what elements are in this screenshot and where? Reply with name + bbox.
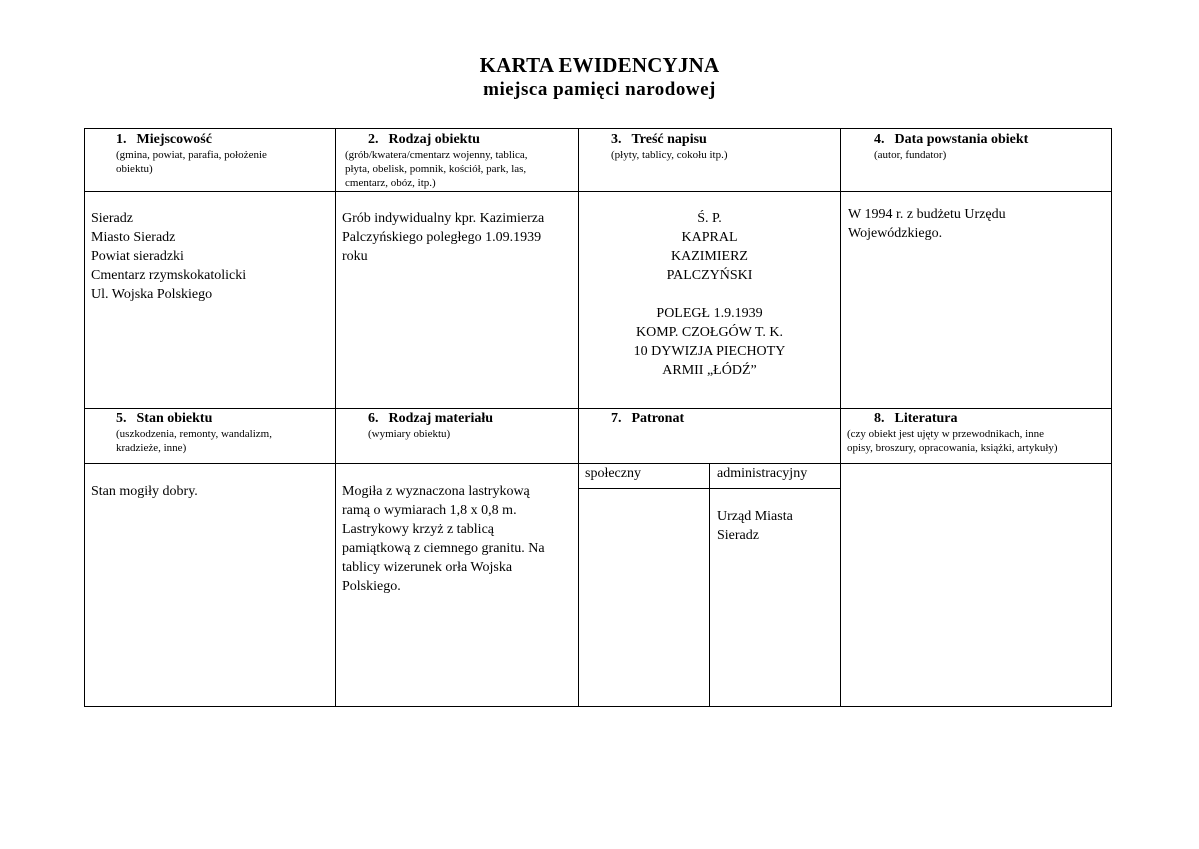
document-title-block (0, 52, 1199, 102)
header-creation-date (874, 131, 1110, 162)
inscription-value: Ś. P. KAPRAL KAZIMIERZ PALCZYŃSKI POLEGŁ 1.9.1939 KOMP. CZOŁGÓW T. K. 10 DYWIZJA PIECHOTY ARMII „ŁÓDŹ” (633, 211, 786, 378)
header-object-type (345, 131, 578, 190)
header-object-type-hint: (grób/kwatera/cmentarz wojenny, tablica, płyta, obelisk, pomnik, kościół, park, las, cmentarz, obóz, itp.) (345, 149, 528, 189)
document-subtitle: miejsca pamięci narodowej (483, 79, 716, 100)
header-literature (847, 410, 1110, 455)
header-condition (116, 410, 334, 455)
creation-date-value: W 1994 r. z budżetu Urzędu Wojewódzkiego. (848, 207, 1006, 241)
header-literature-hint: (czy obiekt jest ujęty w przewodnikach, inne opisy, broszury, opracowania, książki, artykuły) (847, 428, 1058, 454)
object-type-value: Grób indywidualny kpr. Kazimierza Palczyńskiego poległego 1.09.1939 roku (342, 211, 545, 264)
row-divider (85, 408, 1111, 409)
condition-value: Stan mogiły dobry. (91, 484, 198, 499)
header-material (368, 410, 578, 441)
header-inscription-hint: (płyty, tablicy, cokołu itp.) (611, 149, 728, 161)
header-literature-title: 8. Literatura (874, 411, 958, 426)
document-title: KARTA EWIDENCYJNA (479, 53, 720, 77)
column-divider-3 (840, 129, 841, 706)
row1-header-divider (85, 191, 1111, 192)
header-inscription-title: 3. Treść napisu (611, 132, 707, 147)
location-value: Sieradz Miasto Sieradz Powiat sieradzki Cmentarz rzymskokatolicki Ul. Wojska Polskiego (91, 211, 247, 302)
header-condition-title: 5. Stan obiektu (116, 411, 213, 426)
header-condition-hint: (uszkodzenia, remonty, wandalizm, kradzieże, inne) (116, 428, 272, 454)
patronage-admin-label: administracyjny (717, 466, 808, 481)
header-creation-date-title: 4. Data powstania obiekt (874, 132, 1029, 147)
header-patronage (611, 410, 839, 427)
patronage-divider (709, 463, 710, 706)
material-value: Mogiła z wyznaczona lastrykową ramą o wymiarach 1,8 x 0,8 m. Lastrykowy krzyż z tablicą pamiątkową z ciemnego granitu. Na tablicy wizerunek orła Wojska Polskiego. (342, 484, 545, 594)
patronage-admin-value: Urząd Miasta Sieradz (717, 509, 793, 543)
patronage-social-label: społeczny (585, 466, 641, 481)
header-patronage-title: 7. Patronat (611, 411, 685, 426)
header-material-hint: (wymiary obiektu) (368, 428, 451, 440)
header-location-hint: (gmina, powiat, parafia, położenie obiektu) (116, 149, 267, 175)
column-divider-1 (335, 129, 336, 706)
record-card-table (84, 128, 1112, 707)
header-object-type-title: 2. Rodzaj obiektu (368, 132, 480, 147)
header-location-title: 1. Miejscowość (116, 132, 212, 147)
header-material-title: 6. Rodzaj materiału (368, 411, 494, 426)
header-creation-date-hint: (autor, fundator) (874, 149, 947, 161)
header-location (116, 131, 334, 176)
header-inscription (611, 131, 839, 162)
